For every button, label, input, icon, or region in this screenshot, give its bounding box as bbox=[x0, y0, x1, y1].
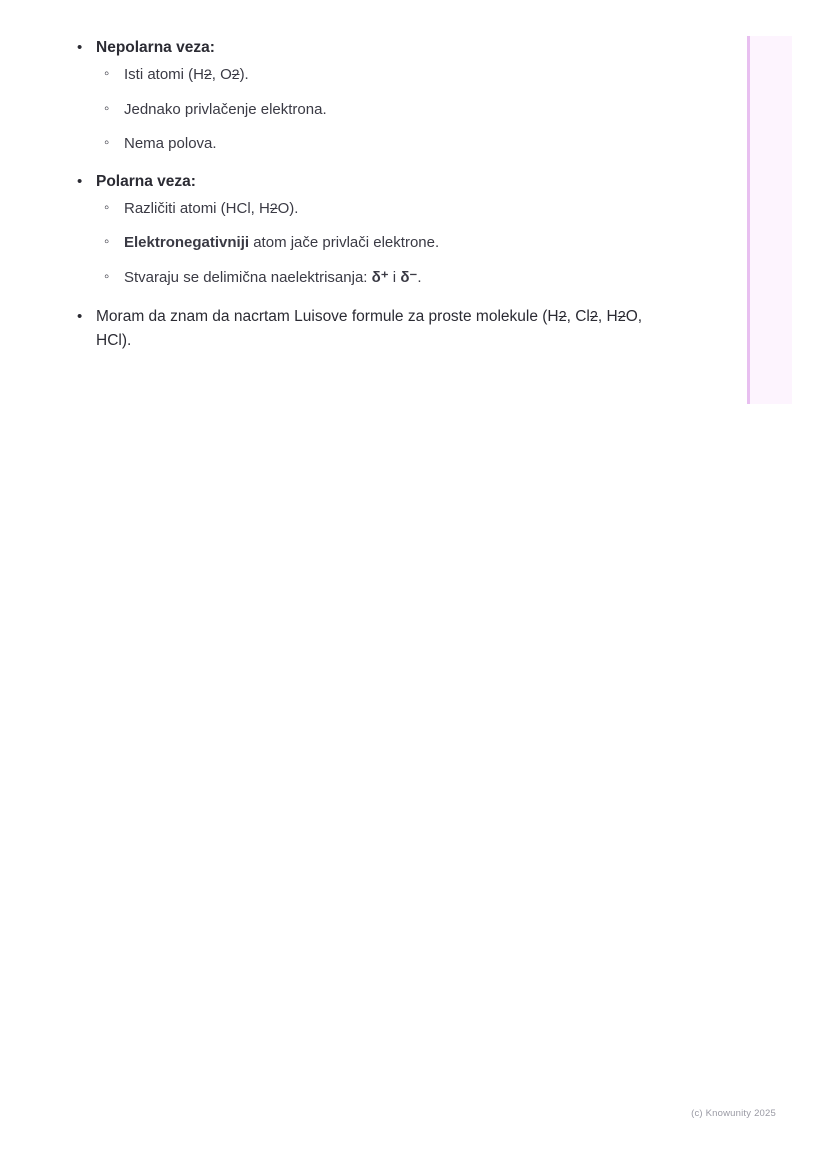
subscript-2: 2 bbox=[558, 309, 567, 326]
final-note-text: Moram da znam da nacrtam Luisove formule za proste molekule (H bbox=[96, 308, 559, 326]
subitem-text: Nema polova. bbox=[124, 135, 217, 153]
subitem-text: Različiti atomi (HCl, H bbox=[124, 199, 270, 217]
final-note-text: , H bbox=[597, 308, 618, 326]
sublist-nepolarna bbox=[96, 64, 670, 156]
subitem-suffix: . bbox=[417, 268, 422, 286]
subscript-2: 2 bbox=[589, 309, 598, 326]
subscript-2: 2 bbox=[204, 66, 212, 83]
sublist-polarna bbox=[96, 198, 670, 290]
list-item bbox=[70, 36, 670, 156]
section-heading-polarna: • Polarna veza: bbox=[96, 172, 196, 190]
subscript-2: 2 bbox=[269, 199, 278, 216]
final-note-text: , Cl bbox=[566, 308, 590, 326]
delta-minus-symbol: δ⁻ bbox=[400, 268, 418, 286]
subitem-text: Jednako privlačenje elektrona. bbox=[124, 100, 327, 118]
delta-plus-symbol: δ⁺ bbox=[371, 268, 389, 286]
list-item bbox=[96, 64, 670, 87]
subitem-suffix: ). bbox=[239, 66, 249, 84]
subscript-2: 2 bbox=[617, 309, 626, 326]
subscript-2: 2 bbox=[231, 66, 240, 83]
final-note-text: O, HCl). bbox=[96, 308, 643, 350]
outline-list bbox=[70, 36, 670, 353]
subitem-text: Isti atomi (H bbox=[124, 66, 205, 84]
list-item bbox=[70, 170, 670, 290]
subitem-mid: , O bbox=[211, 66, 232, 84]
footer-copyright: (c) Knowunity 2025 bbox=[691, 1108, 776, 1119]
list-item bbox=[70, 305, 670, 353]
subitem-mid: O). bbox=[277, 199, 299, 217]
decorative-accent-bar bbox=[747, 36, 792, 404]
list-item bbox=[96, 267, 670, 290]
list-item bbox=[96, 198, 670, 221]
list-item bbox=[96, 232, 670, 255]
list-item bbox=[96, 133, 670, 156]
subitem-text: atom jače privlači elektrone. bbox=[249, 234, 440, 252]
document-content bbox=[70, 36, 670, 359]
subitem-text: Stvaraju se delimična naelektrisanja: bbox=[124, 268, 372, 286]
conjunction: i bbox=[388, 268, 401, 286]
section-heading-nepolarna: • Nepolarna veza: bbox=[96, 39, 215, 56]
list-item bbox=[96, 99, 670, 122]
emphasis-elektronegativniji: Elektronegativniji bbox=[124, 234, 250, 252]
